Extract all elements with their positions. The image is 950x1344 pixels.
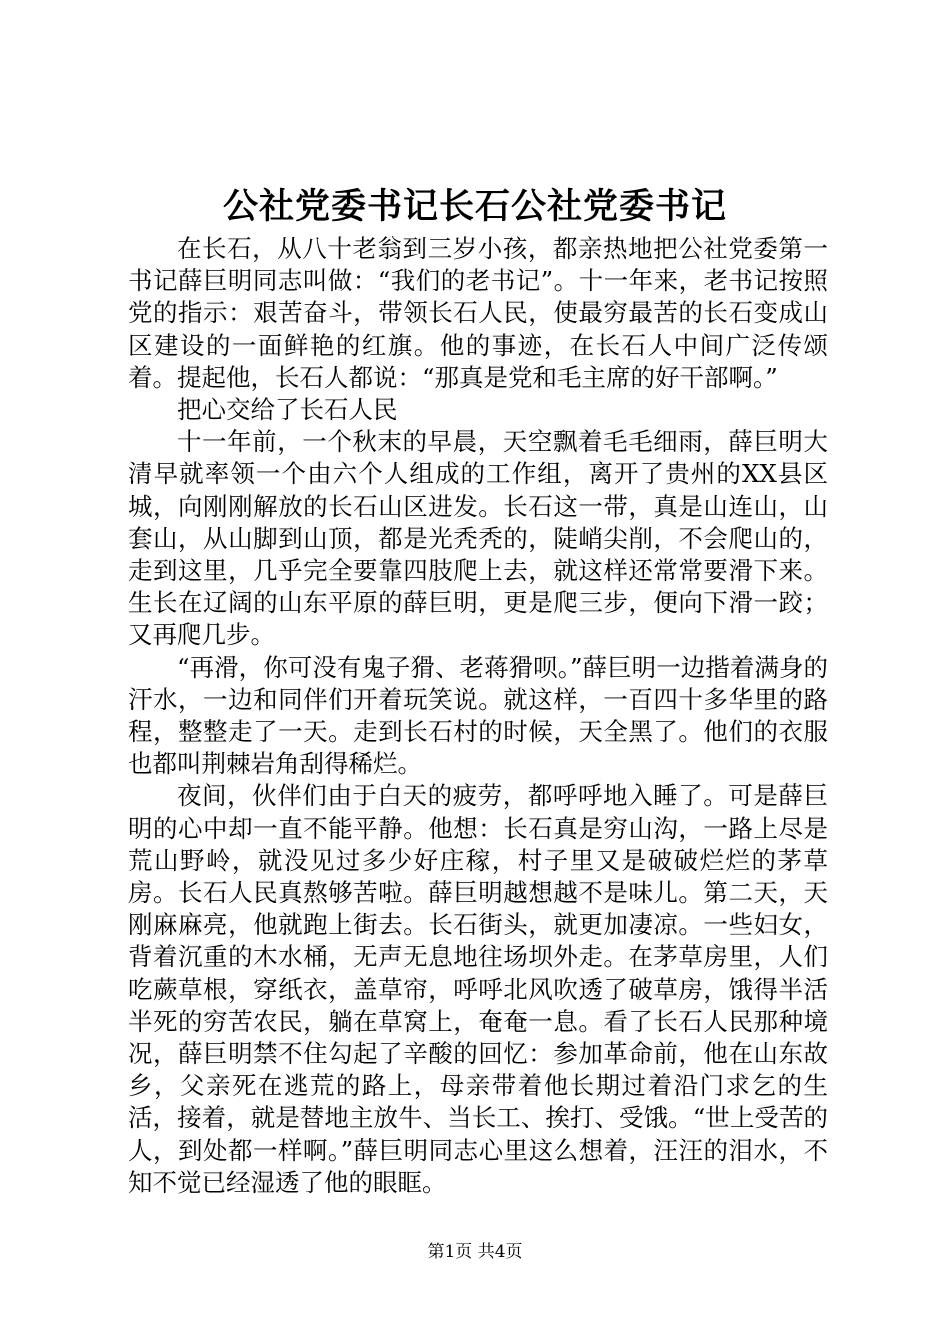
- document-body: [128, 233, 828, 1199]
- page-number-footer: 第1页 共4页: [427, 1242, 523, 1262]
- paragraph-intro: 在长石，从八十老翁到三岁小孩，都亲热地把公社党委第一书记薛巨明同志叫做：“我们的老书记”。十一年来，老书记按照党的指示：艰苦奋斗，带领长石人民，使最穷最苦的长石变成山区建设的一面鲜艳的红旗。他的事迹，在长石人中间广泛传颂着。提起他，长石人都说：“那真是党和毛主席的好干部啊。”: [128, 234, 828, 392]
- paragraph-joke: “再滑，你可没有鬼子猾、老蒋猾呗。”薛巨明一边揩着满身的汗水，一边和同伴们开着玩笑说。就这样，一百四十多华里的路程，整整走了一天。走到长石村的时候，天全黑了。他们的衣服也都叫荆棘岩角刮得稀烂。: [128, 652, 828, 779]
- paragraph-journey: 十一年前，一个秋末的早晨，天空飘着毛毛细雨，薛巨明大清早就率领一个由六个人组成的工作组，离开了贵州的XX县区城，向刚刚解放的长石山区进发。长石这一带，真是山连山，山套山，从山脚到山顶，都是光秃秃的，陡峭尖削，不会爬山的，走到这里，几乎完全要靠四肢爬上去，就这样还常常要滑下来。生长在辽阔的山东平原的薛巨明，更是爬三步，便向下滑一跤；又再爬几步。: [128, 427, 828, 650]
- paragraph-night: 夜间，伙伴们由于白天的疲劳，都呼呼地入睡了。可是薛巨明的心中却一直不能平静。他想：长石真是穷山沟，一路上尽是荒山野岭，就没见过多少好庄稼，村子里又是破破烂烂的茅草房。长石人民真熬够苦啦。薛巨明越想越不是味儿。第二天，天刚麻麻亮，他就跑上街去。长石街头，就更加凄凉。一些妇女，背着沉重的木水桶，无声无息地往场坝外走。在茅草房里，人们吃蕨草根，穿纸衣，盖草帘，呼呼北风吹透了破草房，饿得半活半死的穷苦农民，躺在草窝上，奄奄一息。看了长石人民那种境况，薛巨明禁不住勾起了辛酸的回忆：参加革命前，他在山东故乡，父亲死在逃荒的路上，母亲带着他长期过着沿门求乞的生活，接着，就是替地主放牛、当长工、挨打、受饿。“世上受苦的人，到处都一样啊。”薛巨明同志心里这么想着，汪汪的泪水，不知不觉已经湿透了他的眼眶。: [128, 781, 828, 1197]
- document-title: 公社党委书记长石公社党委书记: [222, 186, 727, 227]
- section-heading: 把心交给了长石人民: [177, 395, 398, 425]
